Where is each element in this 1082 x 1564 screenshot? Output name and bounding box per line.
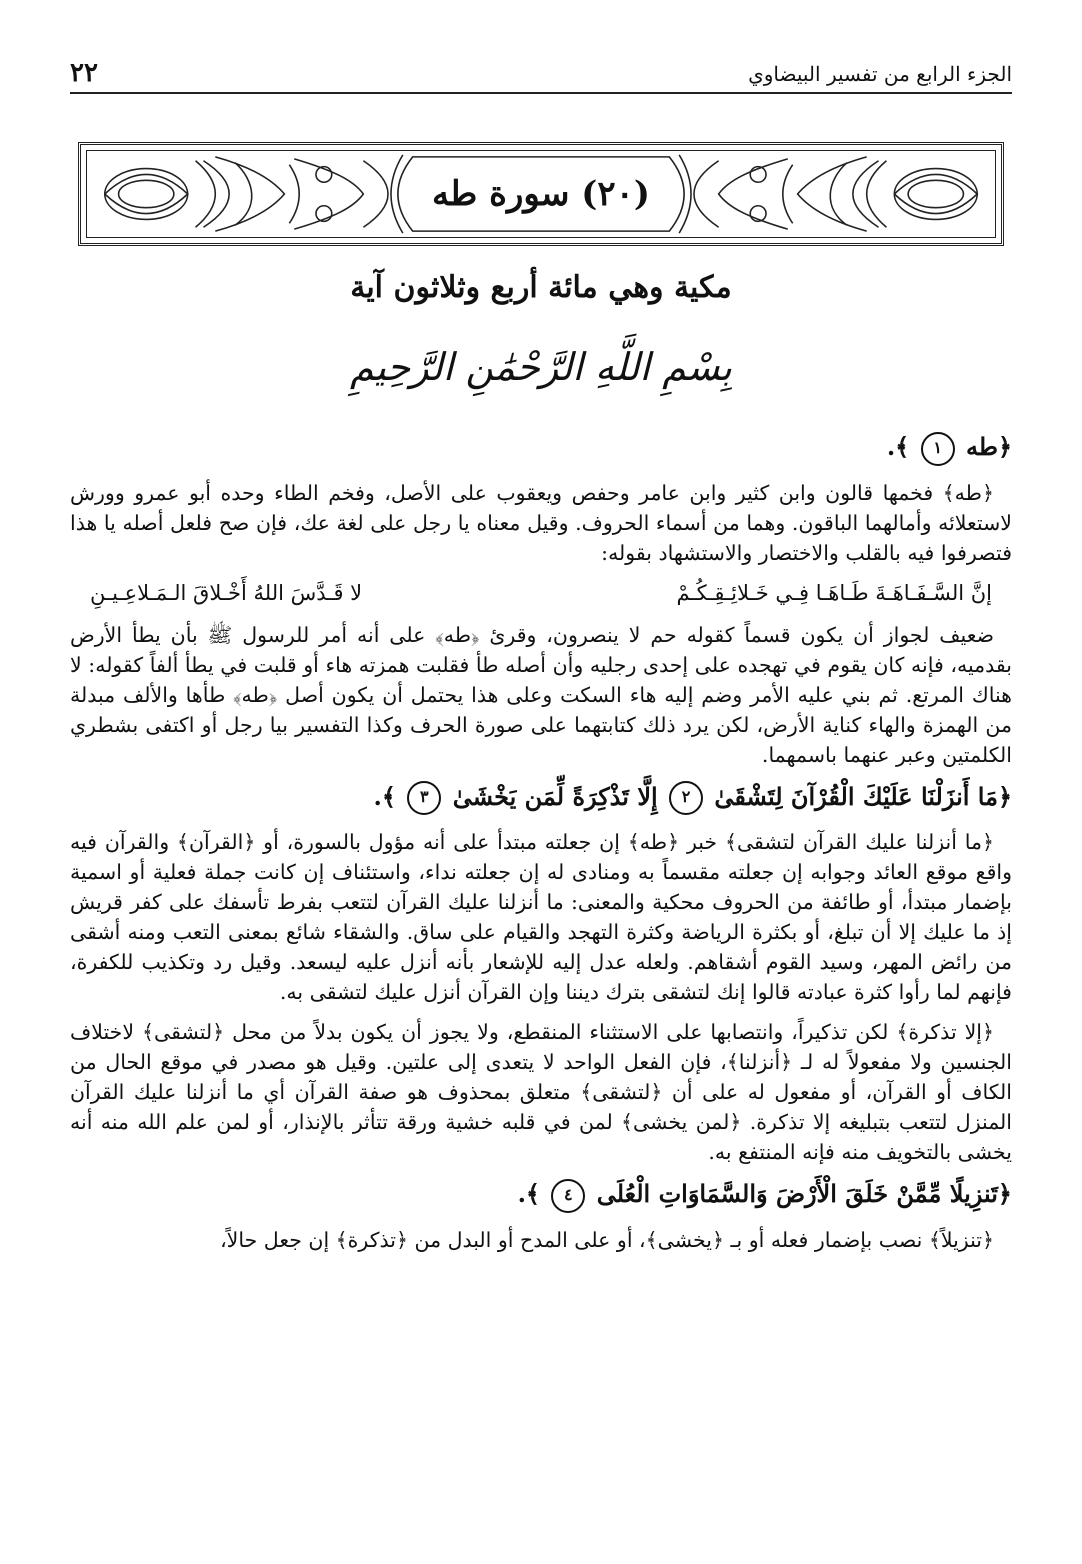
tafsir-content (70, 430, 1012, 1265)
ayah-number-marker: ١ (921, 432, 955, 466)
ayah-number-marker: ٤ (551, 1179, 585, 1213)
verse-text: ﴿تَنزِيلًا مِّمَّنْ خَلَقَ الْأَرْضَ وَالسَّمَاوَاتِ الْعُلَى (596, 1179, 1012, 1208)
commentary-paragraph: ضعيف لجواز أن يكون قسماً كقوله حم لا ينصرون، وقرئ ﴿طه﴾ على أنه أمر للرسول ﷺ بأن يطأ الأرض بقدميه، فإنه كان يقوم في تهجده على إحدى رجليه وأن أصله طأ فقلبت همزته هاء أو قلبت في يطأ ألفاً كقوله: لا هناك المرتع. ثم بني عليه الأمر وضم إليه هاء السكت وعلى هذا يحتمل أن يكون أصل ﴿طه﴾ طأها والألف مبدلة من الهمزة والهاء كناية الأرض، لكن يرد ذلك كتابتهما على صورة الحرف وكذا التفسير بيا رجل أو اكتفى بشطري الكلمتين وعبر عنهما باسمهما. (70, 622, 1012, 767)
page-number: ٢٢ (70, 58, 98, 88)
quran-verse-3 (70, 1177, 1012, 1213)
verse-text: إِلَّا تَذْكِرَةً لِّمَن يَخْشَىٰ (452, 781, 658, 811)
commentary-paragraph: ﴿طه﴾ فخمها قالون وابن كثير وابن عامر وحفص ويعقوب على الأصل، وفخم الطاء وحده أبو عمرو وورش لاستعلائه وأمالهما الباقون. وهما من أسماء الحروف. وقيل معناه يا رجل على لغة عك، فإن صح فلعل أصله يا هذا فتصرفوا فيه بالقلب والاختصار والاستشهاد بقوله: (70, 480, 1012, 565)
book-title: الجزء الرابع من تفسير البيضاوي (748, 62, 1012, 86)
surah-banner (78, 142, 1004, 246)
verse-text: ﴿مَا أَنزَلْنَا عَلَيْكَ الْقُرْآنَ لِتَشْقَىٰ (714, 781, 1012, 811)
poetry-verse (90, 578, 992, 608)
commentary-paragraph: ﴿ما أنزلنا عليك القرآن لتشقى﴾ خبر ﴿طه﴾ إن جعلته مبتدأ على أنه مؤول بالسورة، أو ﴿القرآن﴾ والقرآن فيه واقع موقع العائد وجوابه إن جعلته مقسماً به ومنادى له إن جعلته نداء، واستئناف إن كانت جملة فعلية أو اسمية بإضمار مبتدأ، أو طائفة من الحروف محكية والمعنى: ما أنزلنا عليك القرآن لتتعب بفرط تأسفك على كفر قريش إذ ما عليك إلا أن تبلغ، أو بكثرة الرياضة وكثرة التهجد والقيام على ساق. والشقاء شائع بمعنى التعب ومنه أشقى من رائض المهر، وسيد القوم أشقاهم. ولعله عدل إليه للإشعار بأنه أنزل عليه ليسعد. وقيل رد وتكذيب للكفرة، فإنهم لما رأوا كثرة عبادته قالوا إنك لتشقى بترك ديننا وإن القرآن أنزل عليك لتشقى به. (70, 830, 1012, 1004)
commentary-paragraph: ﴿إلا تذكرة﴾ لكن تذكيراً، وانتصابها على الاستثناء المنقطع، ولا يجوز أن يكون بدلاً من محل ﴿لتشقى﴾ لاختلاف الجنسين ولا مفعولاً له لـ ﴿أنزلنا﴾، فإن الفعل الواحد لا يتعدى إلى علتين. وقيل هو مصدر في موقع الحال من الكاف أو القرآن، أو مفعول له على أن ﴿لتشقى﴾ متعلق بمحذوف هو صفة القرآن أي ما أنزلنا عليك القرآن المنزل لتتعب بتبليغه إلا تذكرة. ﴿لمن يخشى﴾ لمن في قلبه خشية ورقة تتأثر بالإنذار، أو لمن علم الله منه أنه يخشى بالتخويف منه فإنه المنتفع به. (70, 1020, 1012, 1164)
verse-end: ﴾. (886, 432, 910, 461)
poem-hemistich-first: إنَّ السَّـفَـاهَـةَ طَـاهَـا فِـي خَـلائِـقِـكُـمْ (676, 580, 992, 605)
quran-verse-1 (70, 430, 1012, 466)
ayah-number-marker: ٢ (669, 781, 703, 815)
surah-info: مكية وهي مائة أربع وثلاثون آية (350, 270, 732, 305)
surah-title: (٢٠) سورة طه (432, 174, 650, 214)
quran-verse-2 (70, 780, 1012, 816)
poem-hemistich-second: لا قَـدَّسَ اللهُ أَخْـلاقَ الـمَـلاعِـيـنِ (90, 580, 363, 605)
verse-text: ﴿طه (965, 432, 1012, 461)
verse-end: ﴾. (517, 1179, 540, 1208)
banner-frame (86, 150, 996, 238)
verse-end: ﴾. (373, 781, 396, 811)
commentary-paragraph: ﴿تنزيلاً﴾ نصب بإضمار فعله أو بـ ﴿يخشى﴾، أو على المدح أو البدل من ﴿تذكرة﴾ إن جعل حالاً، (220, 1227, 994, 1252)
basmala: بِسْمِ اللَّهِ الرَّحْمَٰنِ الرَّحِيمِ (350, 345, 732, 389)
running-header (70, 52, 1012, 94)
ayah-number-marker: ٣ (407, 781, 441, 815)
